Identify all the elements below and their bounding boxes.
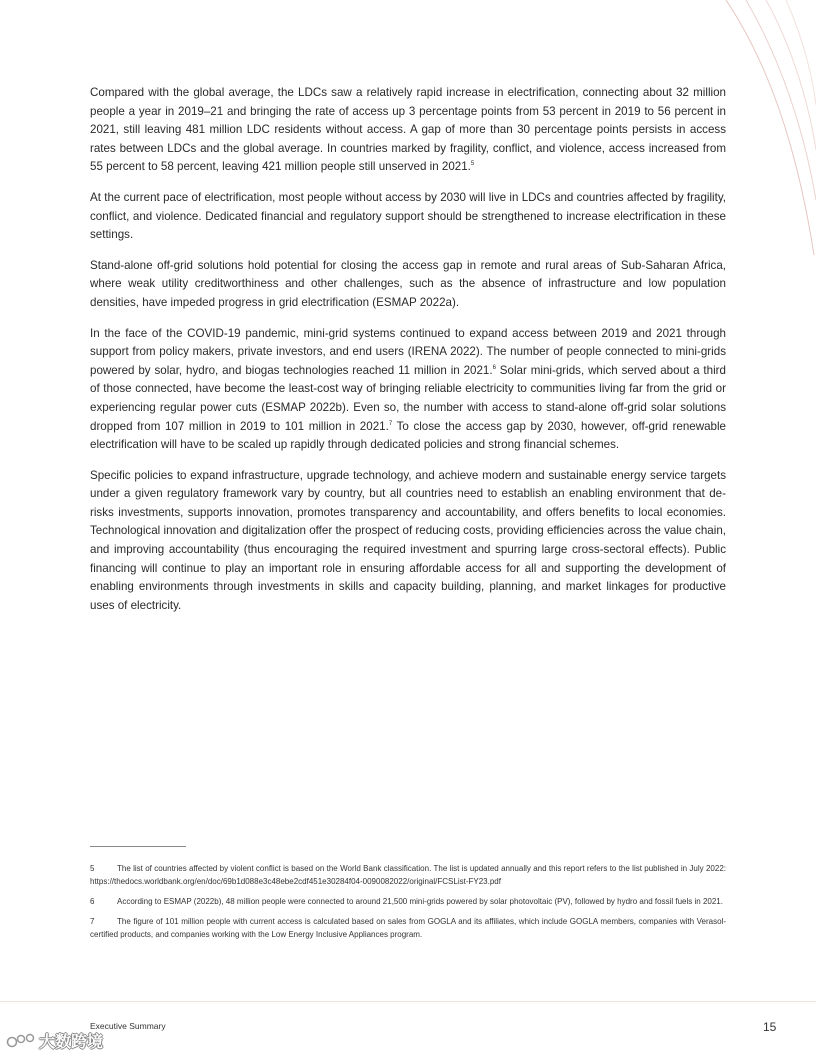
footnote-reference[interactable]: 6 [492, 364, 496, 371]
page-number: 15 [763, 1020, 777, 1034]
footnote-text: The figure of 101 million people with current access is calculated based on sales from GOGLA and its affiliates, which include GOGLA members, companies with Verasol-certified products, and companies working with the Low Energy Inclusive Appliances program. [90, 917, 726, 939]
footnote-number: 6 [90, 897, 95, 906]
paragraph-text: At the current pace of electrification, most people without access by 2030 will live in LDCs and countries affected by fragility, conflict, and violence. Dedicated financial and regulatory support should be strengthened to increase electrification in these settings. [90, 190, 726, 242]
footnote-text: According to ESMAP (2022b), 48 million people were connected to around 21,500 mini-grids powered by solar photovoltaic (PV), followed by hydro and fossil fuels in 2021. [117, 897, 723, 906]
footnote-reference[interactable]: 5 [470, 161, 475, 168]
footer-divider [0, 1001, 816, 1002]
footnote-reference[interactable]: 7 [388, 420, 393, 427]
paragraph-text: Specific policies to expand infrastructure, upgrade technology, and achieve modern and sustainable energy service targets under a given regulatory framework vary by country, but all countries need to establish an enabling environment that de-risks investments, supports innovation, promotes transparency and accountability, and offers benefits to local economies. Technological innovation and digitalization offer the prospect of reducing costs, providing efficiencies across the value chain, and improving accountability (thus encouraging the required investment and spurring large cross-sectoral effects). Public financing will continue to play an important role in ensuring affordable access for all and supporting the development of enabling environments through investments in skills and capacity building, planning, and market linkages for productive uses of electricity. [90, 468, 726, 612]
footer-section-title: Executive Summary [90, 1021, 166, 1031]
paragraph [90, 189, 726, 245]
paragraph-text: Solar mini-grids, which served about a third of those connected, have become the least-cost way of bringing reliable electricity to communities living far from the grid or experiencing regular power cuts (ESMAP 2022b). Even so, the number with access to stand-alone off-grid solar solutions dropped from 107 million in 2019 to 101 million in 2021. [90, 363, 726, 433]
paragraph [90, 467, 726, 616]
paragraph-text: Compared with the global average, the LDCs saw a relatively rapid increase in electrification, connecting about 32 million people a year in 2019–21 and bringing the rate of access up 3 percentage points from 53 percent in 2019 to 56 percent in 2021, still leaving 481 million LDC residents without access. A gap of more than 30 percentage points persists in access rates between LDCs and the global average. In countries marked by fragility, conflict, and violence, access increased from 55 percent to 58 percent, leaving 421 million people still unserved in 2021. [90, 86, 726, 174]
footnote-number: 5 [90, 864, 95, 873]
watermark-text: 大数跨境 [39, 1033, 104, 1051]
paragraph-text: To close the access gap by 2030, however, off-grid renewable electrification will have to be scaled up rapidly through dedicated policies and strong financial schemes. [90, 419, 727, 452]
footnote-number: 7 [90, 917, 95, 926]
footnote-divider [90, 846, 186, 847]
footnotes [90, 862, 726, 948]
paragraph [90, 257, 726, 313]
paragraph [90, 325, 726, 455]
paragraph-text: Stand-alone off-grid solutions hold potential for closing the access gap in remote and rural areas of Sub-Saharan Africa, where weak utility creditworthiness and other challenges, such as the absence of infrastructure and low population densities, have impeded progress in grid electrification (ESMAP 2022a). [90, 258, 726, 309]
watermark [6, 1030, 103, 1050]
paragraph-text: In the face of the COVID-19 pandemic, mini-grid systems continued to expand access between 2019 and 2021 through support from policy makers, private investors, and end users (IRENA 2022). The number of people connected to mini-grids powered by solar, hydro, and biogas technologies reached 11 million in 2021. [90, 326, 726, 377]
footnote [90, 862, 726, 888]
watermark-logo-icon [6, 1030, 36, 1050]
body-text [90, 84, 726, 627]
paragraph [90, 84, 726, 177]
footnote [90, 895, 726, 908]
footnote-text: The list of countries affected by violent conflict is based on the World Bank classification. The list is updated annually and this report refers to the list published in July 2022: https://thedocs.worldbank.org/en/doc/69b1d088e3c48ebe2cdf451e30284f04-0090082022/original/FCSList-FY23.pdf [90, 864, 726, 886]
footnote [90, 915, 726, 941]
